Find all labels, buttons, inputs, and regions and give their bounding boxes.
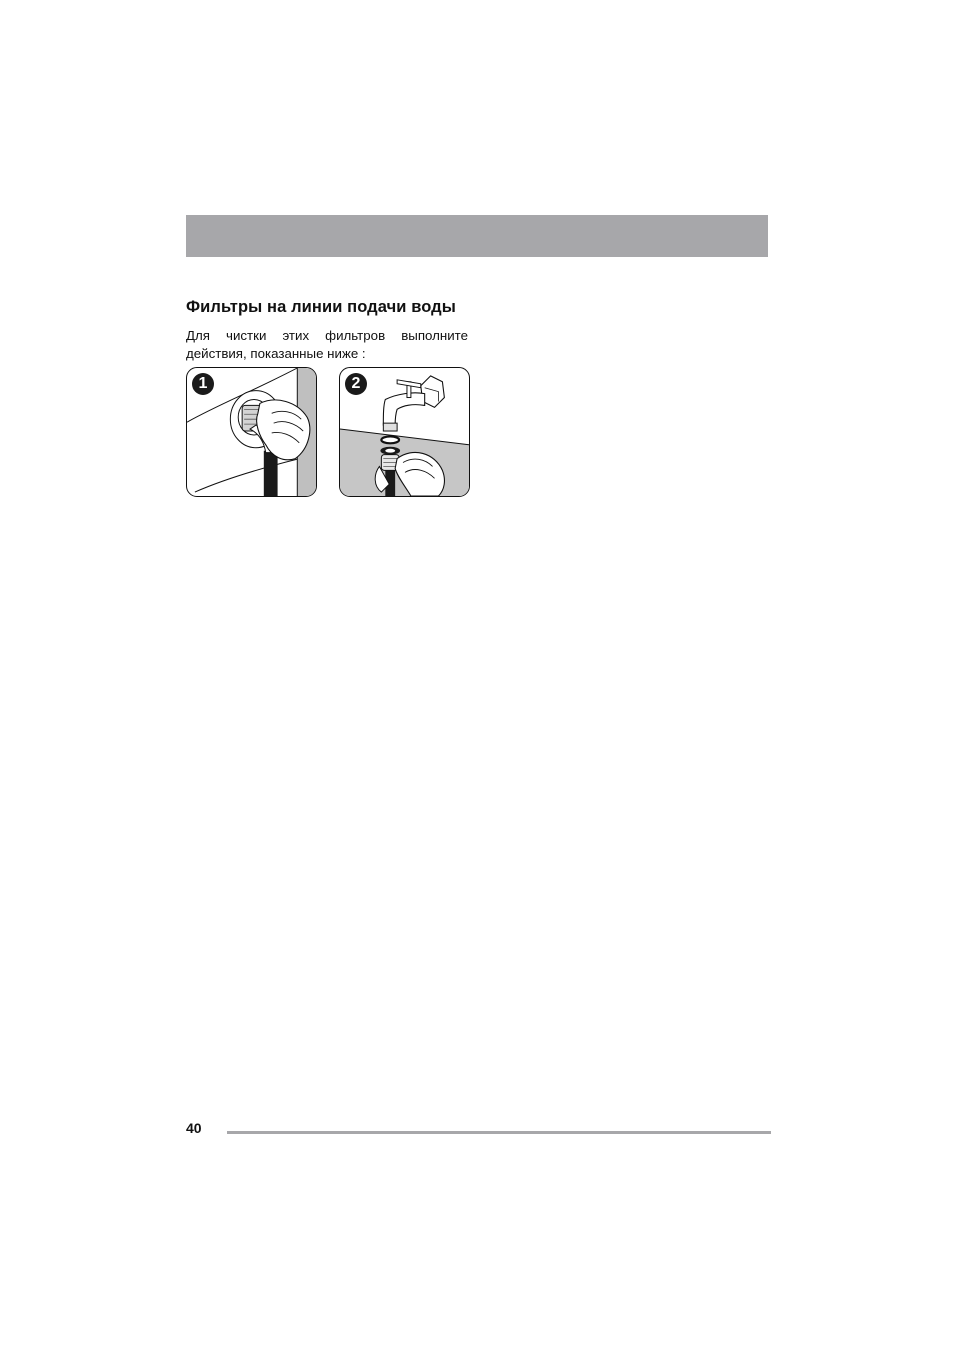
instruction-text: Для чистки этих фильтров выполните действия, показанные ниже : <box>186 328 468 361</box>
section-title: Фильтры на линии подачи воды <box>186 298 456 316</box>
illustration-step-1 <box>186 367 317 497</box>
page-number: 40 <box>186 1120 202 1136</box>
header-bar <box>186 215 768 257</box>
step-number-badge: 2 <box>345 373 367 395</box>
illustration-step-2 <box>339 367 470 497</box>
footer-rule <box>227 1131 771 1134</box>
step-number-badge: 1 <box>192 373 214 395</box>
